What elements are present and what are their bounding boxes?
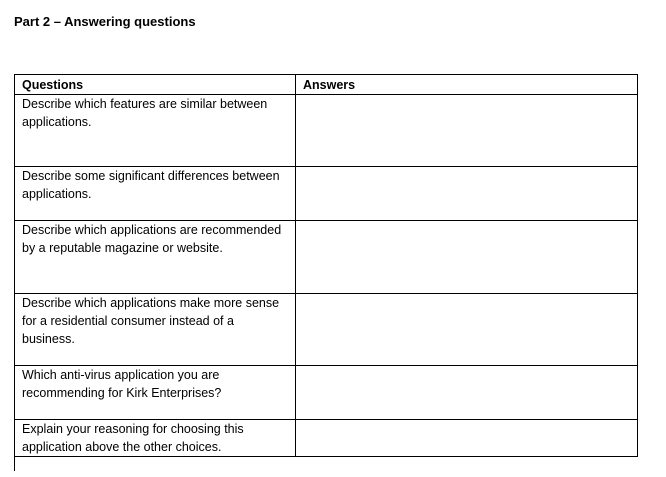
- question-text: Which anti-virus application you are recommending for Kirk Enterprises?: [22, 368, 222, 400]
- question-cell: [15, 95, 296, 167]
- question-cell: [15, 366, 296, 420]
- table-row: [15, 294, 638, 366]
- answer-cell[interactable]: [296, 420, 638, 457]
- table-row: [15, 221, 638, 294]
- answer-cell[interactable]: [296, 167, 638, 221]
- answer-cell[interactable]: [296, 95, 638, 167]
- question-text: Describe which applications make more sense for a residential consumer instead of a business.: [22, 296, 280, 346]
- answer-cell[interactable]: [296, 294, 638, 366]
- questions-column-header: Questions: [15, 75, 296, 95]
- question-cell: [15, 294, 296, 366]
- table-header-row: [15, 75, 638, 95]
- section-heading: Part 2 – Answering questions: [14, 14, 196, 29]
- question-text: Describe which applications are recommended by a reputable magazine or website.: [22, 223, 282, 255]
- table-row: [15, 366, 638, 420]
- question-cell: [15, 420, 296, 457]
- answer-cell[interactable]: [296, 221, 638, 294]
- question-text: Describe some significant differences between applications.: [22, 169, 280, 201]
- table-row: [15, 167, 638, 221]
- question-text: Explain your reasoning for choosing this application above the other choices.: [22, 422, 244, 454]
- questions-answers-table: [14, 74, 638, 457]
- table-row: [15, 95, 638, 167]
- answer-cell[interactable]: [296, 366, 638, 420]
- answers-column-header: Answers: [296, 75, 638, 95]
- table-row: [15, 420, 638, 457]
- question-cell: [15, 167, 296, 221]
- question-text: Describe which features are similar between applications.: [22, 97, 268, 129]
- question-cell: [15, 221, 296, 294]
- text-cursor: [14, 455, 15, 471]
